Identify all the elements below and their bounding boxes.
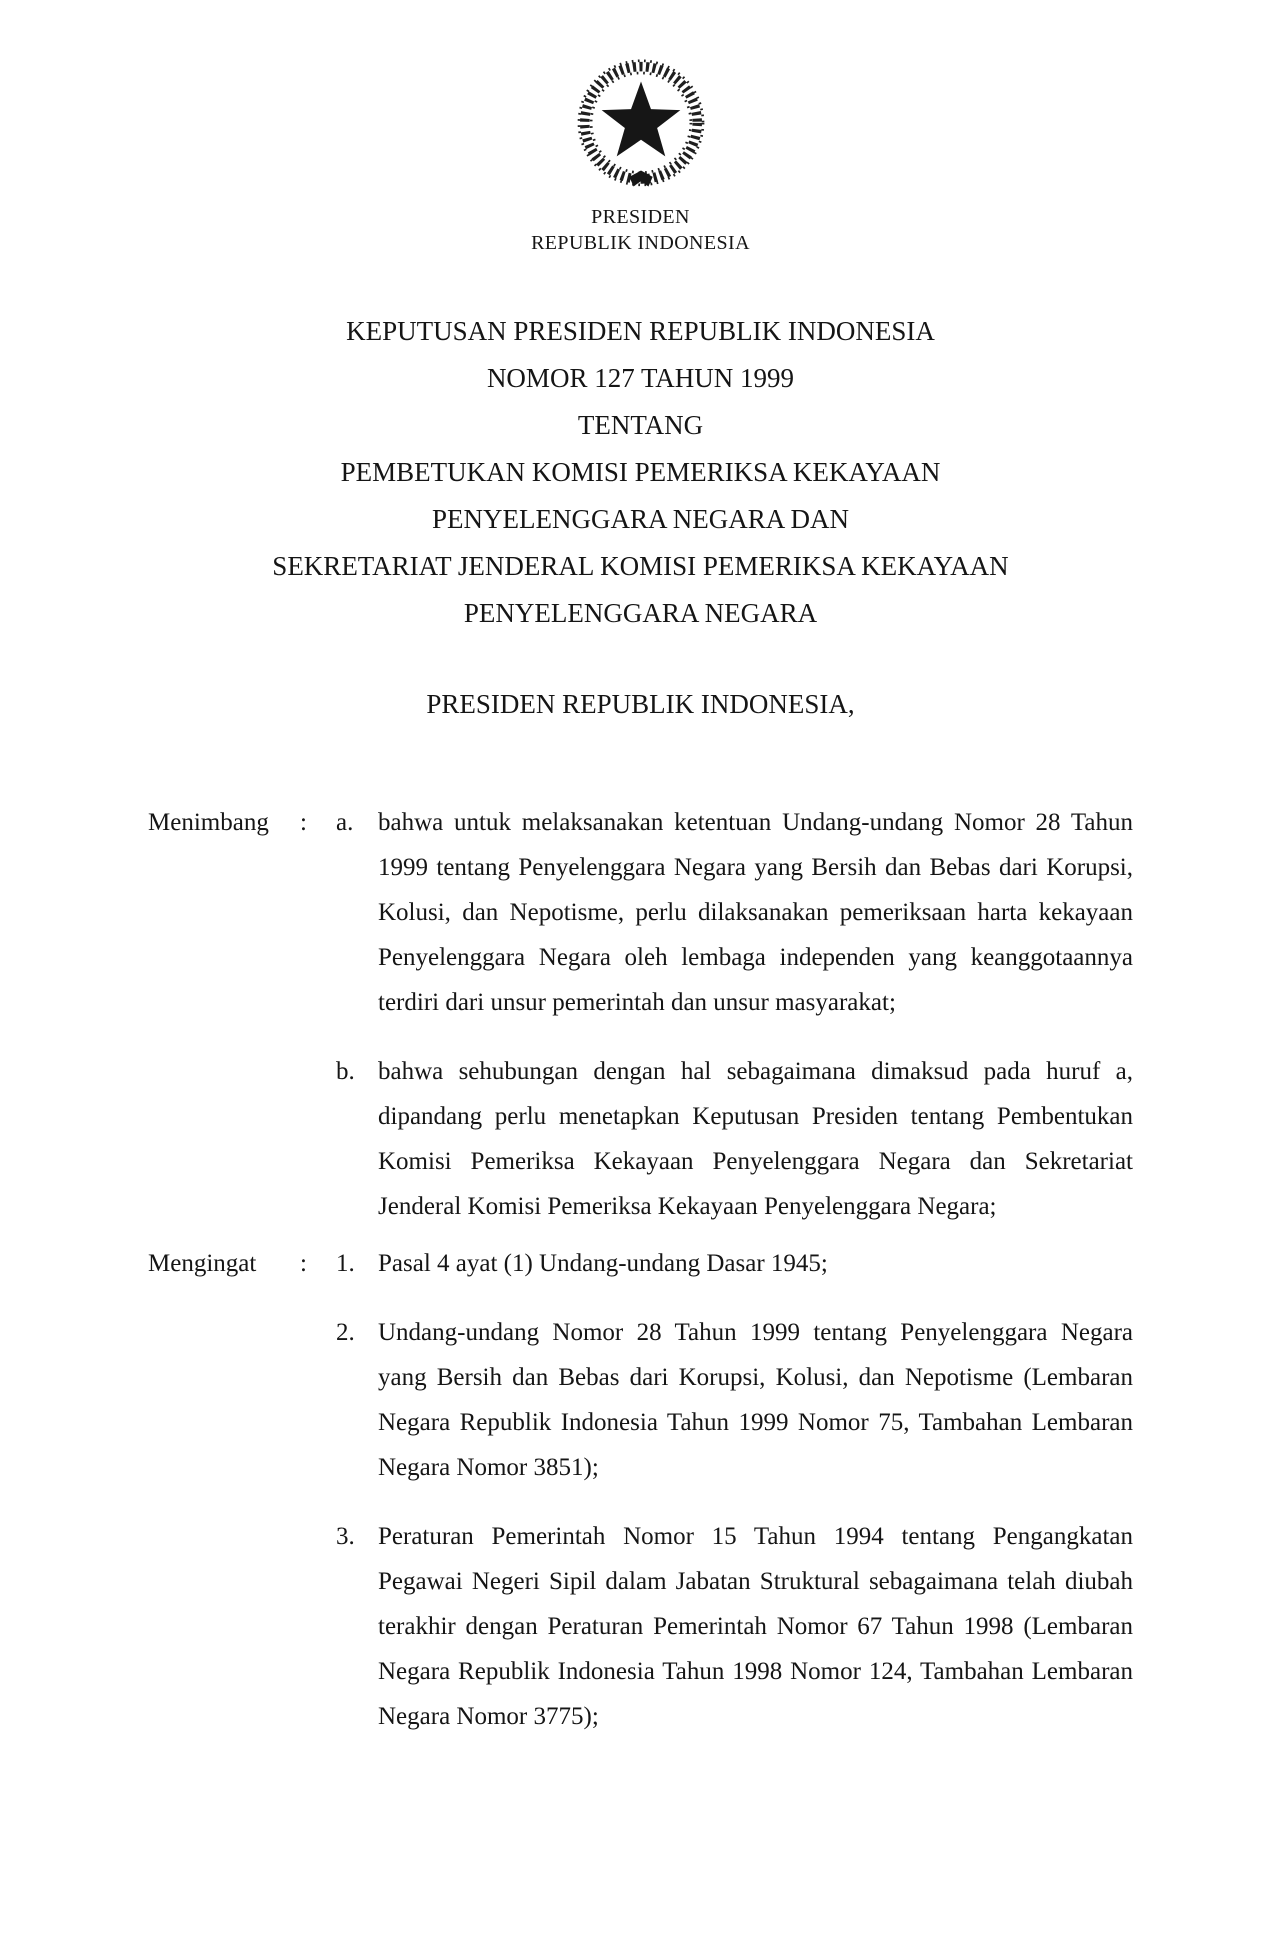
- clause-item-3: [336, 1514, 1133, 1739]
- title-line-pembentukan: PEMBETUKAN KOMISI PEMERIKSA KEKAYAAN: [340, 457, 941, 487]
- clause-label-mengingat: Mengingat: [148, 1250, 257, 1277]
- section-mengingat: [148, 1241, 1133, 1739]
- letterhead-line-presiden: PRESIDEN: [591, 206, 690, 228]
- item-text: Pasal 4 ayat (1) Undang-undang Dasar 1945;: [378, 1250, 828, 1277]
- title-line-penyelenggara-dan: PENYELENGGARA NEGARA DAN: [432, 504, 849, 534]
- clause-colon: :: [300, 1250, 307, 1277]
- item-text: Undang-undang Nomor 28 Tahun 1999 tentang Penyelenggara Negara yang Bersih dan Bebas dari Korupsi, Kolusi, dan Nepotisme (Lembaran Negara Republik Indonesia Tahun 1999 Nomor 75, Tambahan Lembaran Negara Nomor 3851);: [378, 1319, 1133, 1481]
- item-marker: 1.: [336, 1250, 355, 1277]
- clause-item-2: [336, 1310, 1133, 1490]
- title-line-penyelenggara: PENYELENGGARA NEGARA: [463, 598, 818, 628]
- clause-item-a: [336, 800, 1133, 1025]
- document-page: [148, 0, 1133, 1739]
- item-marker: b.: [336, 1058, 355, 1085]
- item-marker: 2.: [336, 1319, 355, 1346]
- title-line-nomor: NOMOR 127 TAHUN 1999: [486, 363, 795, 393]
- presidential-seal-icon: [148, 56, 1133, 196]
- salutation: PRESIDEN REPUBLIK INDONESIA,: [426, 689, 855, 719]
- clause-item-1: [336, 1241, 1133, 1286]
- mengingat-items: [336, 1241, 1133, 1739]
- item-text: bahwa sehubungan dengan hal sebagaimana dimaksud pada huruf a, dipandang perlu menetapkan Keputusan Presiden tentang Pembentukan Komisi Pemeriksa Kekayaan Penyelenggara Negara dan Sekretariat Jenderal Komisi Pemeriksa Kekayaan Penyelenggara Negara;: [378, 1058, 1133, 1220]
- menimbang-items: [336, 800, 1133, 1229]
- item-text: bahwa untuk melaksanakan ketentuan Undang-undang Nomor 28 Tahun 1999 tentang Penyelenggara Negara yang Bersih dan Bebas dari Korupsi, Kolusi, dan Nepotisme, perlu dilaksanakan pemeriksaan harta kekayaan Penyelenggara Negara oleh lembaga independen yang keanggotaannya terdiri dari unsur pemerintah dan unsur masyarakat;: [378, 809, 1133, 1016]
- item-marker: 3.: [336, 1523, 355, 1550]
- section-menimbang: [148, 800, 1133, 1229]
- item-marker: a.: [336, 809, 354, 836]
- title-line-sekretariat: SEKRETARIAT JENDERAL KOMISI PEMERIKSA KEKAYAAN: [272, 551, 1009, 581]
- title-line-keputusan: KEPUTUSAN PRESIDEN REPUBLIK INDONESIA: [346, 316, 935, 346]
- title-line-tentang: TENTANG: [577, 410, 704, 440]
- clause-colon: :: [300, 809, 307, 836]
- letterhead-line-republik-indonesia: REPUBLIK INDONESIA: [531, 232, 750, 254]
- decree-title-block: [148, 308, 1133, 637]
- clause-label-menimbang: Menimbang: [148, 809, 269, 836]
- letterhead: [148, 56, 1133, 256]
- clause-item-b: [336, 1049, 1133, 1229]
- item-text: Peraturan Pemerintah Nomor 15 Tahun 1994 tentang Pengangkatan Pegawai Negeri Sipil dalam Jabatan Struktural sebagaimana telah diubah terakhir dengan Peraturan Pemerintah Nomor 67 Tahun 1998 (Lembaran Negara Republik Indonesia Tahun 1998 Nomor 124, Tambahan Lembaran Negara Nomor 3775);: [378, 1523, 1133, 1730]
